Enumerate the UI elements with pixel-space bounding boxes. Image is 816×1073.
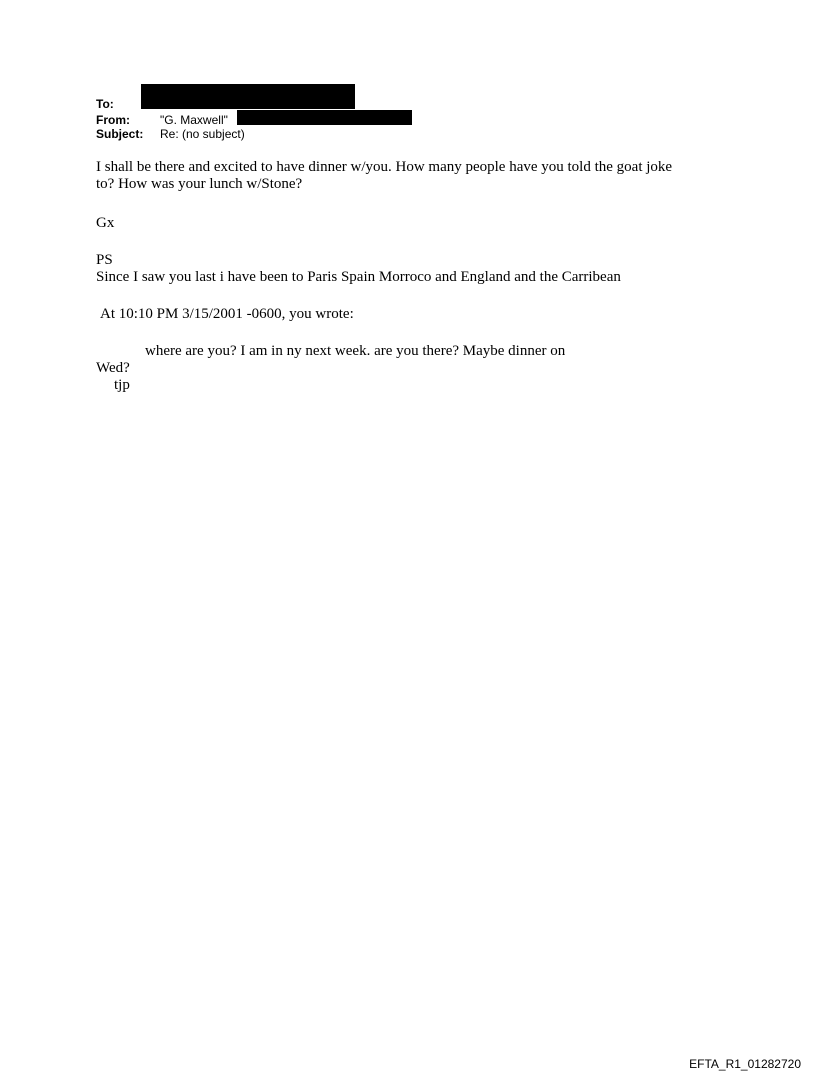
from-redaction (237, 110, 412, 125)
subject-label: Subject: (96, 127, 144, 141)
subject-value: Re: (no subject) (160, 127, 245, 141)
message-signoff: Gx (96, 215, 115, 231)
quote-attribution: At 10:10 PM 3/15/2001 -0600, you wrote: (100, 306, 354, 322)
message-line-2: to? How was your lunch w/Stone? (96, 176, 303, 192)
quoted-line-2: Wed? (96, 360, 130, 376)
from-value: "G. Maxwell" (160, 113, 228, 127)
quoted-signature: tjp (114, 377, 130, 393)
document-id: EFTA_R1_01282720 (689, 1057, 801, 1071)
ps-label: PS (96, 252, 113, 268)
to-label: To: (96, 97, 114, 111)
quoted-line-1: where are you? I am in ny next week. are you there? Maybe dinner on (145, 343, 566, 359)
from-label: From: (96, 113, 130, 127)
to-redaction (141, 84, 355, 109)
ps-text: Since I saw you last i have been to Paris Spain Morroco and England and the Carribean (96, 269, 621, 285)
message-line-1: I shall be there and excited to have dinner w/you. How many people have you told the goat joke (96, 159, 673, 175)
